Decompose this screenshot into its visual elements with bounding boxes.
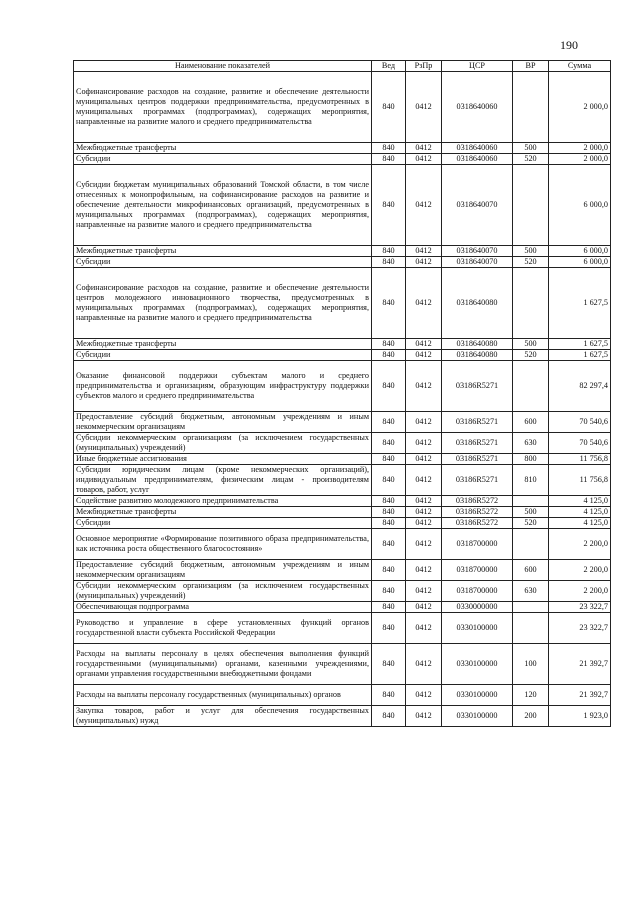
cell-sum: 2 200,0 (549, 560, 611, 581)
cell-sum: 21 392,7 (549, 685, 611, 706)
cell-csr: 0330100000 (442, 685, 513, 706)
cell-csr: 0318700000 (442, 529, 513, 560)
cell-name: Субсидии (74, 257, 372, 268)
cell-name: Субсидии некоммерческим организациям (за исключением государственных (муниципальных) учреждений) (74, 433, 372, 454)
cell-sum: 1 627,5 (549, 339, 611, 350)
cell-ved: 840 (372, 518, 406, 529)
table-row (74, 268, 611, 339)
cell-sum: 11 756,8 (549, 454, 611, 465)
cell-vr: 630 (513, 433, 549, 454)
header-vr: ВР (513, 61, 549, 72)
cell-name: Расходы на выплаты персоналу государственных (муниципальных) органов (74, 685, 372, 706)
table-row (74, 685, 611, 706)
cell-sum: 6 000,0 (549, 246, 611, 257)
cell-vr (513, 529, 549, 560)
cell-vr: 500 (513, 143, 549, 154)
cell-sum: 2 200,0 (549, 529, 611, 560)
cell-sum: 82 297,4 (549, 361, 611, 412)
cell-name: Обеспечивающая подпрограмма (74, 602, 372, 613)
cell-ved: 840 (372, 581, 406, 602)
cell-name: Субсидии некоммерческим организациям (за исключением государственных (муниципальных) учреждений) (74, 581, 372, 602)
cell-name: Расходы на выплаты персоналу в целях обеспечения выполнения функций государственными (муниципальными) органами, казенными учреждениями, органами управления государственными внебюджетными фондами (74, 644, 372, 685)
table-row (74, 465, 611, 496)
cell-rzpr: 0412 (406, 602, 442, 613)
cell-csr: 03186R5271 (442, 465, 513, 496)
page-number: 190 (560, 38, 578, 52)
table-row (74, 412, 611, 433)
cell-ved: 840 (372, 685, 406, 706)
cell-rzpr: 0412 (406, 496, 442, 507)
cell-sum: 70 540,6 (549, 433, 611, 454)
table-row (74, 350, 611, 361)
header-sum: Сумма (549, 61, 611, 72)
cell-rzpr: 0412 (406, 412, 442, 433)
cell-name: Межбюджетные трансферты (74, 246, 372, 257)
cell-name: Софинансирование расходов на создание, развитие и обеспечение деятельности муниципальных центров поддержки предпринимательства, предусмотренных в муниципальных программах (подпрограммах), содержащих мероприятия, направленные на развитие малого и среднего предпринимательства (74, 72, 372, 143)
cell-vr: 810 (513, 465, 549, 496)
cell-csr: 0318640060 (442, 143, 513, 154)
cell-ved: 840 (372, 613, 406, 644)
cell-csr: 0330000000 (442, 602, 513, 613)
table-row (74, 602, 611, 613)
cell-rzpr: 0412 (406, 581, 442, 602)
cell-sum: 4 125,0 (549, 507, 611, 518)
cell-name: Субсидии (74, 154, 372, 165)
cell-vr (513, 361, 549, 412)
cell-rzpr: 0412 (406, 454, 442, 465)
cell-vr: 520 (513, 350, 549, 361)
cell-name: Софинансирование расходов на создание, развитие и обеспечение деятельности центров молодежного инновационного творчества, предусмотренных в муниципальных программах (подпрограммах), содержащих мероприятия, направленные на развитие малого и среднего предпринимательства (74, 268, 372, 339)
cell-csr: 0318640070 (442, 257, 513, 268)
cell-rzpr: 0412 (406, 644, 442, 685)
header-ved: Вед (372, 61, 406, 72)
cell-ved: 840 (372, 529, 406, 560)
cell-name: Основное мероприятие «Формирование позитивного образа предпринимательства, как источника роста общественного благосостояния» (74, 529, 372, 560)
cell-vr: 500 (513, 507, 549, 518)
cell-name: Руководство и управление в сфере установленных функций органов государственной власти субъекта Российской Федерации (74, 613, 372, 644)
cell-rzpr: 0412 (406, 350, 442, 361)
table-row (74, 433, 611, 454)
cell-csr: 0330100000 (442, 706, 513, 727)
cell-sum: 4 125,0 (549, 518, 611, 529)
cell-rzpr: 0412 (406, 72, 442, 143)
cell-sum: 1 627,5 (549, 268, 611, 339)
cell-ved: 840 (372, 644, 406, 685)
table-row (74, 143, 611, 154)
cell-ved: 840 (372, 143, 406, 154)
cell-vr: 120 (513, 685, 549, 706)
cell-rzpr: 0412 (406, 685, 442, 706)
cell-rzpr: 0412 (406, 433, 442, 454)
table-row (74, 613, 611, 644)
cell-vr (513, 496, 549, 507)
cell-csr: 0318640080 (442, 350, 513, 361)
cell-ved: 840 (372, 350, 406, 361)
cell-name: Предоставление субсидий бюджетным, автономным учреждениям и иным некоммерческим организациям (74, 412, 372, 433)
cell-sum: 23 322,7 (549, 602, 611, 613)
cell-csr: 03186R5272 (442, 507, 513, 518)
cell-sum: 21 392,7 (549, 644, 611, 685)
cell-sum: 70 540,6 (549, 412, 611, 433)
cell-sum: 2 200,0 (549, 581, 611, 602)
cell-sum: 6 000,0 (549, 165, 611, 246)
cell-sum: 4 125,0 (549, 496, 611, 507)
table-row (74, 507, 611, 518)
cell-ved: 840 (372, 412, 406, 433)
table-row (74, 560, 611, 581)
cell-csr: 0318700000 (442, 560, 513, 581)
cell-vr: 500 (513, 339, 549, 350)
cell-name: Оказание финансовой поддержки субъектам малого и среднего предпринимательства и организациям, образующим инфраструктуру поддержки субъектов малого и среднего предпринимательства (74, 361, 372, 412)
cell-vr (513, 268, 549, 339)
cell-ved: 840 (372, 154, 406, 165)
cell-sum: 6 000,0 (549, 257, 611, 268)
cell-rzpr: 0412 (406, 246, 442, 257)
cell-vr: 200 (513, 706, 549, 727)
table-row (74, 581, 611, 602)
table-row (74, 154, 611, 165)
table-row (74, 706, 611, 727)
cell-rzpr: 0412 (406, 560, 442, 581)
cell-csr: 0318640080 (442, 268, 513, 339)
cell-rzpr: 0412 (406, 518, 442, 529)
cell-vr: 800 (513, 454, 549, 465)
cell-sum: 2 000,0 (549, 143, 611, 154)
table-row (74, 454, 611, 465)
cell-rzpr: 0412 (406, 529, 442, 560)
cell-vr: 520 (513, 257, 549, 268)
cell-name: Субсидии (74, 518, 372, 529)
cell-ved: 840 (372, 496, 406, 507)
cell-csr: 03186R5271 (442, 361, 513, 412)
table-row (74, 339, 611, 350)
cell-name: Предоставление субсидий бюджетным, автономным учреждениям и иным некоммерческим организациям (74, 560, 372, 581)
cell-ved: 840 (372, 560, 406, 581)
table-row (74, 496, 611, 507)
cell-vr: 630 (513, 581, 549, 602)
cell-csr: 0330100000 (442, 644, 513, 685)
cell-csr: 0318640060 (442, 72, 513, 143)
budget-table (73, 60, 611, 727)
cell-ved: 840 (372, 465, 406, 496)
cell-name: Субсидии бюджетам муниципальных образований Томской области, в том числе отнесенных к монопрофильным, на софинансирование расходов на развитие и обеспечение деятельности микрофинансовых организаций, предусмотренных в муниципальных программах (подпрограммах), содержащих мероприятия, направленные на развитие малого и среднего предпринимательства (74, 165, 372, 246)
cell-csr: 03186R5272 (442, 518, 513, 529)
cell-sum: 23 322,7 (549, 613, 611, 644)
cell-rzpr: 0412 (406, 268, 442, 339)
cell-csr: 03186R5271 (442, 433, 513, 454)
cell-ved: 840 (372, 72, 406, 143)
cell-vr (513, 165, 549, 246)
cell-vr: 600 (513, 412, 549, 433)
table-row (74, 72, 611, 143)
cell-rzpr: 0412 (406, 143, 442, 154)
cell-rzpr: 0412 (406, 154, 442, 165)
cell-ved: 840 (372, 246, 406, 257)
header-rzpr: РзПр (406, 61, 442, 72)
cell-ved: 840 (372, 433, 406, 454)
cell-rzpr: 0412 (406, 507, 442, 518)
cell-rzpr: 0412 (406, 339, 442, 350)
cell-ved: 840 (372, 507, 406, 518)
table-header-row (74, 61, 611, 72)
cell-csr: 03186R5272 (442, 496, 513, 507)
cell-sum: 11 756,8 (549, 465, 611, 496)
cell-ved: 840 (372, 602, 406, 613)
cell-ved: 840 (372, 706, 406, 727)
cell-csr: 0330100000 (442, 613, 513, 644)
cell-rzpr: 0412 (406, 165, 442, 246)
cell-csr: 03186R5271 (442, 454, 513, 465)
cell-csr: 0318640080 (442, 339, 513, 350)
header-name: Наименование показателей (74, 61, 372, 72)
cell-name: Субсидии юридическим лицам (кроме некоммерческих организаций), индивидуальным предпринимателям, физическим лицам - производителям товаров, работ, услуг (74, 465, 372, 496)
cell-name: Субсидии (74, 350, 372, 361)
cell-rzpr: 0412 (406, 257, 442, 268)
table-row (74, 246, 611, 257)
cell-vr: 500 (513, 246, 549, 257)
cell-name: Закупка товаров, работ и услуг для обеспечения государственных (муниципальных) нужд (74, 706, 372, 727)
table-row (74, 518, 611, 529)
cell-sum: 2 000,0 (549, 72, 611, 143)
cell-sum: 1 627,5 (549, 350, 611, 361)
cell-ved: 840 (372, 361, 406, 412)
cell-vr: 520 (513, 518, 549, 529)
cell-csr: 0318700000 (442, 581, 513, 602)
cell-vr: 520 (513, 154, 549, 165)
cell-csr: 03186R5271 (442, 412, 513, 433)
cell-name: Межбюджетные трансферты (74, 507, 372, 518)
cell-vr: 600 (513, 560, 549, 581)
cell-ved: 840 (372, 454, 406, 465)
cell-name: Межбюджетные трансферты (74, 143, 372, 154)
table-row (74, 257, 611, 268)
table-row (74, 361, 611, 412)
cell-ved: 840 (372, 339, 406, 350)
table-row (74, 644, 611, 685)
cell-name: Иные бюджетные ассигнования (74, 454, 372, 465)
cell-rzpr: 0412 (406, 706, 442, 727)
cell-rzpr: 0412 (406, 361, 442, 412)
cell-vr: 100 (513, 644, 549, 685)
table-body (74, 72, 611, 727)
table-row (74, 529, 611, 560)
cell-csr: 0318640060 (442, 154, 513, 165)
cell-ved: 840 (372, 165, 406, 246)
cell-rzpr: 0412 (406, 613, 442, 644)
cell-sum: 2 000,0 (549, 154, 611, 165)
cell-vr (513, 602, 549, 613)
cell-vr (513, 613, 549, 644)
header-csr: ЦСР (442, 61, 513, 72)
cell-vr (513, 72, 549, 143)
cell-name: Содействие развитию молодежного предпринимательства (74, 496, 372, 507)
cell-ved: 840 (372, 268, 406, 339)
cell-sum: 1 923,0 (549, 706, 611, 727)
table-row (74, 165, 611, 246)
cell-rzpr: 0412 (406, 465, 442, 496)
cell-ved: 840 (372, 257, 406, 268)
cell-csr: 0318640070 (442, 165, 513, 246)
cell-csr: 0318640070 (442, 246, 513, 257)
cell-name: Межбюджетные трансферты (74, 339, 372, 350)
